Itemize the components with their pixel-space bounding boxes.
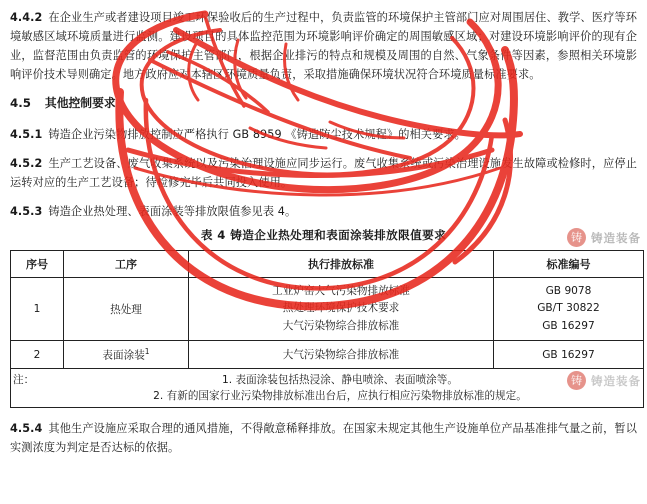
paragraph-number: 4.5.1 xyxy=(10,128,43,141)
table-note-row xyxy=(11,369,644,408)
table-title: 表 4 铸造企业热处理和表面涂装排放限值要求 xyxy=(200,228,447,242)
paragraph-number: 4.4.2 xyxy=(10,11,43,24)
cell-process-footnote: 1 xyxy=(144,346,150,356)
table-header-code: 标准编号 xyxy=(494,251,644,278)
section-number: 4.5 xyxy=(10,96,31,110)
cell-process: 热处理 xyxy=(64,278,189,341)
paragraph-4-5-1 xyxy=(10,125,637,144)
code-line: GB 9078 xyxy=(545,284,592,297)
paragraph-4-4-2 xyxy=(10,8,637,84)
paragraph-text: 生产工艺设备、废气收集系统以及污染治理设施应同步运行。废气收集系统或污染治理设施发生故障或检修时，应停止运转对应的生产工艺设备；待检修完毕后共同投入使用。 xyxy=(10,157,637,189)
cell-process xyxy=(64,341,189,369)
section-title: 其他控制要求 xyxy=(44,96,116,110)
paragraph-text: 在企业生产或者建设项目竣工环保验收后的生产过程中，负责监管的环境保护主管部门应对周围居住、教学、医疗等环境敏感区域环境质量进行监测。建设项目的具体监控范围为环境影响评价确定的周围敏感区域；对建设环境影响评价的现有企业，监督范围由负责监管的环境保护主管部门，根据企业排污的特点和规模及周围的自然、气象条件等因素，参照相关环境影响评价技术导则确定。地方政府应对本辖区环境质量负责，采取措施确保环境状况符合环境质量标准要求。 xyxy=(10,11,637,81)
standard-line: 大气污染物综合排放标准 xyxy=(282,319,400,332)
code-line: GB 16297 xyxy=(542,319,595,332)
paragraph-4-5-2 xyxy=(10,154,637,192)
watermark-text: 铸造装备 xyxy=(591,373,641,388)
note-label: 注： xyxy=(13,374,35,386)
table-header-standard: 执行排放标准 xyxy=(189,251,494,278)
note-line: 2. 有新的国家行业污染物排放标准出台后，应执行相应污染物排放标准的规定。 xyxy=(153,390,527,402)
cell-process-label: 表面涂装 xyxy=(102,349,145,362)
paragraph-text: 铸造企业热处理、表面涂装等排放限值参见表 4。 xyxy=(48,205,297,218)
cell-standards xyxy=(189,278,494,341)
paragraph-4-5-3 xyxy=(10,202,637,221)
watermark-text: 铸造装备 xyxy=(591,230,641,245)
cell-standards: 大气污染物综合排放标准 xyxy=(189,341,494,369)
table-row xyxy=(11,278,644,341)
note-line: 1. 表面涂装包括热浸涂、静电喷涂、表面喷涂等。 xyxy=(222,374,458,386)
code-line: GB/T 30822 xyxy=(537,302,600,315)
standard-line: 热处理环境保护技术要求 xyxy=(282,302,400,315)
cell-codes: GB 16297 xyxy=(494,341,644,369)
paragraph-text: 铸造企业污染物排放控制应严格执行 GB 8959 《铸造防尘技术规程》的相关要求。 xyxy=(48,128,466,141)
cell-no: 2 xyxy=(11,341,64,369)
foundry-badge-icon: 铸 xyxy=(567,228,586,247)
watermark-logo-top xyxy=(567,228,641,247)
paragraph-number: 4.5.3 xyxy=(10,205,43,218)
section-heading-4-5 xyxy=(10,94,637,113)
table-header-row xyxy=(11,251,644,278)
paragraph-number: 4.5.4 xyxy=(10,422,43,435)
foundry-badge-icon: 铸 xyxy=(567,371,586,390)
cell-no: 1 xyxy=(11,278,64,341)
paragraph-4-5-4 xyxy=(10,419,637,457)
table-note xyxy=(11,369,644,408)
table-header-no: 序号 xyxy=(11,251,64,278)
standard-line: 工业炉窑大气污染物排放标准 xyxy=(272,284,410,297)
table-header-process: 工序 xyxy=(64,251,189,278)
cell-codes xyxy=(494,278,644,341)
emission-limits-table xyxy=(10,250,644,408)
paragraph-text: 其他生产设施应采取合理的通风措施，不得敞意稀释排放。在国家未规定其他生产设施单位产品基准排气量之前，暂以实测浓度为判定是否达标的依据。 xyxy=(10,422,637,454)
table-row xyxy=(11,341,644,369)
paragraph-number: 4.5.2 xyxy=(10,157,43,170)
watermark-logo-bottom xyxy=(567,371,641,390)
